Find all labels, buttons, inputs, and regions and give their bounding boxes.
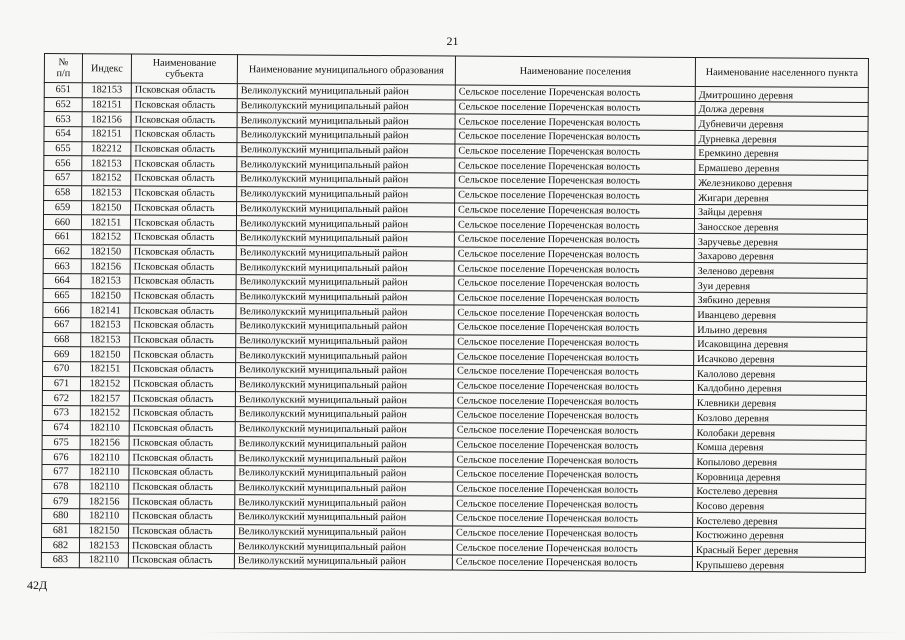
locality-cell: Дурневка деревня — [695, 131, 868, 147]
settlement-cell: Сельское поселение Пореченская волость — [454, 261, 694, 277]
locality-cell: Иванцево деревня — [694, 307, 867, 323]
settlement-cell: Сельское поселение Пореченская волость — [455, 188, 695, 204]
subject-cell: Псковская область — [131, 98, 237, 113]
locality-cell: Железниково деревня — [695, 175, 868, 191]
postal-index-cell: 182151 — [82, 97, 131, 112]
settlement-cell: Сельское поселение Пореченская волость — [454, 305, 694, 321]
postal-index-cell: 182150 — [81, 288, 130, 303]
subject-cell: Псковская область — [131, 201, 237, 216]
municipality-cell: Великолукский муниципальный район — [235, 436, 453, 452]
row-number-cell: 667 — [43, 317, 81, 332]
header-locality-name: Наименование населенного пункта — [695, 57, 868, 87]
postal-index-cell: 182150 — [81, 347, 130, 362]
row-number-cell: 683 — [41, 552, 79, 567]
postal-index-cell: 182110 — [79, 553, 128, 568]
settlement-cell: Сельское поселение Пореченская волость — [452, 555, 692, 571]
row-number-cell: 669 — [43, 347, 81, 362]
row-number-cell: 673 — [42, 406, 80, 421]
subject-cell: Псковская область — [129, 450, 235, 465]
municipality-cell: Великолукский муниципальный район — [236, 216, 454, 232]
row-number-cell: 660 — [43, 215, 81, 230]
postal-index-cell: 182153 — [82, 186, 131, 201]
row-number-cell: 677 — [42, 464, 80, 479]
locality-cell: Калолово деревня — [694, 366, 867, 382]
subject-cell: Псковская область — [129, 421, 235, 436]
municipality-cell: Великолукский муниципальный район — [235, 407, 453, 423]
postal-index-cell: 182153 — [82, 156, 131, 171]
subject-cell: Псковская область — [130, 215, 236, 230]
municipality-cell: Великолукский муниципальный район — [235, 421, 453, 437]
subject-cell: Псковская область — [130, 318, 236, 333]
settlement-cell: Сельское поселение Пореченская волость — [454, 232, 694, 248]
row-number-cell: 653 — [44, 112, 82, 127]
postal-index-cell: 182212 — [82, 141, 131, 156]
row-number-cell: 651 — [44, 83, 82, 98]
municipality-cell: Великолукский муниципальный район — [237, 98, 455, 114]
municipality-cell: Великолукский муниципальный район — [236, 289, 454, 305]
subject-cell: Псковская область — [131, 186, 237, 201]
row-number-cell: 679 — [42, 494, 80, 509]
settlement-cell: Сельское поселение Пореченская волость — [454, 276, 694, 292]
settlement-cell: Сельское поселение Пореченская волость — [455, 173, 695, 189]
row-number-cell: 681 — [42, 523, 80, 538]
locality-cell: Копылово деревня — [693, 454, 866, 470]
row-number-cell: 655 — [44, 141, 82, 156]
subject-cell: Псковская область — [129, 377, 235, 392]
municipality-cell: Великолукский муниципальный район — [235, 466, 453, 482]
subject-cell: Псковская область — [129, 509, 235, 524]
row-number-cell: 680 — [42, 508, 80, 523]
postal-index-cell: 182150 — [82, 200, 131, 215]
row-number-cell: 661 — [43, 229, 81, 244]
row-number-cell: 668 — [43, 332, 81, 347]
subject-cell: Псковская область — [131, 142, 237, 157]
settlement-cell: Сельское поселение Пореченская волость — [453, 526, 693, 542]
settlement-cell: Сельское поселение Пореченская волость — [453, 438, 693, 454]
header-subject-name: Наименование субъекта — [131, 54, 237, 84]
postal-index-cell: 182156 — [81, 259, 130, 274]
municipality-cell: Великолукский муниципальный район — [235, 524, 453, 540]
subject-cell: Псковская область — [130, 303, 236, 318]
postal-index-cell: 182153 — [79, 538, 128, 553]
subject-cell: Псковская область — [128, 538, 234, 553]
settlement-cell: Сельское поселение Пореченская волость — [455, 100, 695, 116]
subject-cell: Псковская область — [130, 245, 236, 260]
header-postal-index: Индекс — [82, 54, 131, 83]
settlement-cell: Сельское поселение Пореченская волость — [455, 114, 695, 130]
header-row-number: № п/п — [44, 54, 82, 83]
municipality-cell: Великолукский муниципальный район — [235, 392, 453, 408]
subject-cell: Псковская область — [131, 171, 237, 186]
scan-artifact-line — [200, 632, 900, 633]
municipality-cell: Великолукский муниципальный район — [237, 172, 455, 188]
locality-cell: Жигари деревня — [695, 189, 868, 205]
row-number-cell: 674 — [42, 420, 80, 435]
row-number-cell: 659 — [44, 200, 82, 215]
settlement-cell: Сельское поселение Пореченская волость — [455, 144, 695, 160]
locality-cell: Зеленово деревня — [694, 263, 867, 279]
locality-cell: Коровница деревня — [693, 468, 866, 484]
locality-cell: Еремкино деревня — [695, 145, 868, 161]
row-number-cell: 671 — [42, 376, 80, 391]
municipality-cell: Великолукский муниципальный район — [237, 186, 455, 202]
municipality-cell: Великолукский муниципальный район — [237, 128, 455, 144]
postal-index-cell: 182151 — [81, 215, 130, 230]
row-number-cell: 675 — [42, 435, 80, 450]
locality-cell: Заручевье деревня — [694, 233, 867, 249]
subject-cell: Псковская область — [131, 156, 237, 171]
subject-cell: Псковская область — [130, 333, 236, 348]
postal-index-cell: 182151 — [81, 362, 130, 377]
locality-cell: Костелево деревня — [693, 483, 866, 499]
postal-index-cell: 182156 — [80, 435, 129, 450]
subject-cell: Псковская область — [131, 127, 237, 142]
settlement-cell: Сельское поселение Пореченская волость — [453, 482, 693, 498]
subject-cell: Псковская область — [129, 391, 235, 406]
locality-cell: Зябкино деревня — [694, 292, 867, 308]
page-number: 21 — [446, 34, 459, 48]
subject-cell: Псковская область — [130, 347, 236, 362]
postal-index-cell: 182110 — [80, 421, 129, 436]
locality-cell: Зуи деревня — [694, 277, 867, 293]
locality-cell: Ильино деревня — [694, 321, 867, 337]
postal-index-cell: 182151 — [82, 127, 131, 142]
row-number-cell: 663 — [43, 259, 81, 274]
row-number-cell: 662 — [43, 244, 81, 259]
header-municipality-name: Наименование муниципального образования — [237, 55, 455, 85]
subject-cell: Псковская область — [131, 83, 237, 98]
postal-index-cell: 182150 — [80, 523, 129, 538]
locality-cell: Костюжино деревня — [693, 527, 866, 543]
locality-cell: Ермашево деревня — [695, 160, 868, 176]
settlement-cell: Сельское поселение Пореченская волость — [453, 423, 693, 439]
municipality-cell: Великолукский муниципальный район — [235, 377, 453, 393]
locality-cell: Должа деревня — [695, 101, 868, 117]
municipality-cell: Великолукский муниципальный район — [235, 451, 453, 467]
row-number-cell: 678 — [42, 479, 80, 494]
municipality-cell: Великолукский муниципальный район — [237, 201, 455, 217]
settlement-cell: Сельское поселение Пореченская волость — [454, 291, 694, 307]
settlement-cell: Сельское поселение Пореченская волость — [454, 247, 694, 263]
municipality-cell: Великолукский муниципальный район — [236, 245, 454, 261]
postal-index-cell: 182153 — [81, 274, 130, 289]
subject-cell: Псковская область — [129, 436, 235, 451]
municipality-cell: Великолукский муниципальный район — [235, 480, 453, 496]
postal-index-cell: 182153 — [81, 332, 130, 347]
settlement-cell: Сельское поселение Пореченская волость — [453, 408, 693, 424]
row-number-cell: 682 — [41, 538, 79, 553]
locality-cell: Захарово деревня — [694, 248, 867, 264]
subject-cell: Псковская область — [131, 112, 237, 127]
municipality-cell: Великолукский муниципальный район — [236, 333, 454, 349]
locality-cell: Исаковщина деревня — [694, 336, 867, 352]
locality-cell: Костелево деревня — [693, 512, 866, 528]
subject-cell: Псковская область — [130, 259, 236, 274]
postal-index-cell: 182110 — [80, 450, 129, 465]
row-number-cell: 664 — [43, 273, 81, 288]
municipality-cell: Великолукский муниципальный район — [235, 510, 453, 526]
locality-cell: Исачково деревня — [694, 351, 867, 367]
postal-index-cell: 182141 — [81, 303, 130, 318]
settlements-table — [41, 53, 869, 573]
postal-index-cell: 182152 — [81, 230, 130, 245]
locality-cell: Калдобино деревня — [693, 380, 866, 396]
subject-cell: Псковская область — [129, 524, 235, 539]
row-number-cell: 656 — [44, 156, 82, 171]
settlement-cell: Сельское поселение Пореченская волость — [453, 379, 693, 395]
subject-cell: Псковская область — [128, 553, 234, 568]
municipality-cell: Великолукский муниципальный район — [236, 260, 454, 276]
settlement-cell: Сельское поселение Пореченская волость — [453, 511, 693, 527]
locality-cell: Дубневичи деревня — [695, 116, 868, 132]
settlement-cell: Сельское поселение Пореченская волость — [452, 540, 692, 556]
subject-cell: Псковская область — [129, 465, 235, 480]
postal-index-cell: 182152 — [80, 376, 129, 391]
subject-cell: Псковская область — [130, 230, 236, 245]
postal-index-cell: 182152 — [80, 406, 129, 421]
settlement-cell: Сельское поселение Пореченская волость — [453, 496, 693, 512]
municipality-cell: Великолукский муниципальный район — [235, 495, 453, 511]
municipality-cell: Великолукский муниципальный район — [234, 554, 452, 570]
locality-cell: Зайцы деревня — [695, 204, 868, 220]
locality-cell: Клевники деревня — [693, 395, 866, 411]
municipality-cell: Великолукский муниципальный район — [236, 304, 454, 320]
municipality-cell: Великолукский муниципальный район — [236, 231, 454, 247]
postal-index-cell: 182110 — [80, 465, 129, 480]
municipality-cell: Великолукский муниципальный район — [236, 363, 454, 379]
settlement-cell: Сельское поселение Пореченская волость — [453, 467, 693, 483]
locality-cell: Красный Берег деревня — [692, 542, 865, 558]
postal-index-cell: 182156 — [82, 112, 131, 127]
row-number-cell: 676 — [42, 450, 80, 465]
municipality-cell: Великолукский муниципальный район — [234, 539, 452, 555]
settlement-cell: Сельское поселение Пореченская волость — [455, 129, 695, 145]
row-number-cell: 672 — [42, 391, 80, 406]
postal-index-cell: 182157 — [80, 391, 129, 406]
municipality-cell: Великолукский муниципальный район — [237, 84, 455, 100]
locality-cell: Козлово деревня — [693, 410, 866, 426]
settlement-cell: Сельское поселение Пореченская волость — [454, 349, 694, 365]
postal-index-cell: 182110 — [80, 479, 129, 494]
postal-index-cell: 182152 — [82, 171, 131, 186]
subject-cell: Псковская область — [129, 494, 235, 509]
locality-cell: Дмитрошино деревня — [695, 86, 868, 102]
settlement-cell: Сельское поселение Пореченская волость — [454, 364, 694, 380]
row-number-cell: 657 — [44, 171, 82, 186]
row-number-cell: 670 — [43, 362, 81, 377]
municipality-cell: Великолукский муниципальный район — [237, 142, 455, 158]
settlements-table-wrapper — [41, 53, 869, 573]
row-number-cell: 666 — [43, 303, 81, 318]
subject-cell: Псковская область — [129, 480, 235, 495]
municipality-cell: Великолукский муниципальный район — [237, 113, 455, 129]
settlement-cell: Сельское поселение Пореченская волость — [454, 335, 694, 351]
postal-index-cell: 182150 — [81, 244, 130, 259]
subject-cell: Псковская область — [130, 274, 236, 289]
locality-cell: Косово деревня — [693, 498, 866, 514]
row-number-cell: 654 — [44, 127, 82, 142]
settlement-cell: Сельское поселение Пореченская волость — [453, 393, 693, 409]
settlement-cell: Сельское поселение Пореченская волость — [455, 85, 695, 101]
locality-cell: Комша деревня — [693, 439, 866, 455]
settlement-cell: Сельское поселение Пореченская волость — [454, 320, 694, 336]
row-number-cell: 652 — [44, 97, 82, 112]
subject-cell: Псковская область — [130, 362, 236, 377]
row-number-cell: 665 — [43, 288, 81, 303]
locality-cell: Заносское деревня — [694, 219, 867, 235]
locality-cell: Крупышево деревня — [692, 556, 865, 572]
settlement-cell: Сельское поселение Пореченская волость — [453, 452, 693, 468]
postal-index-cell: 182110 — [80, 509, 129, 524]
municipality-cell: Великолукский муниципальный район — [236, 275, 454, 291]
settlement-cell: Сельское поселение Пореченская волость — [454, 217, 694, 233]
locality-cell: Колобаки деревня — [693, 424, 866, 440]
postal-index-cell: 182153 — [82, 83, 131, 98]
municipality-cell: Великолукский муниципальный район — [236, 348, 454, 364]
municipality-cell: Великолукский муниципальный район — [236, 319, 454, 335]
municipality-cell: Великолукский муниципальный район — [237, 157, 455, 173]
subject-cell: Псковская область — [130, 289, 236, 304]
settlement-cell: Сельское поселение Пореченская волость — [455, 158, 695, 174]
table-body — [41, 83, 868, 573]
footer-document-code: 42Д — [27, 578, 48, 592]
subject-cell: Псковская область — [129, 406, 235, 421]
header-settlement-name: Наименование поселения — [455, 56, 695, 86]
postal-index-cell: 182156 — [80, 494, 129, 509]
settlement-cell: Сельское поселение Пореченская волость — [455, 203, 695, 219]
postal-index-cell: 182153 — [81, 318, 130, 333]
row-number-cell: 658 — [44, 185, 82, 200]
